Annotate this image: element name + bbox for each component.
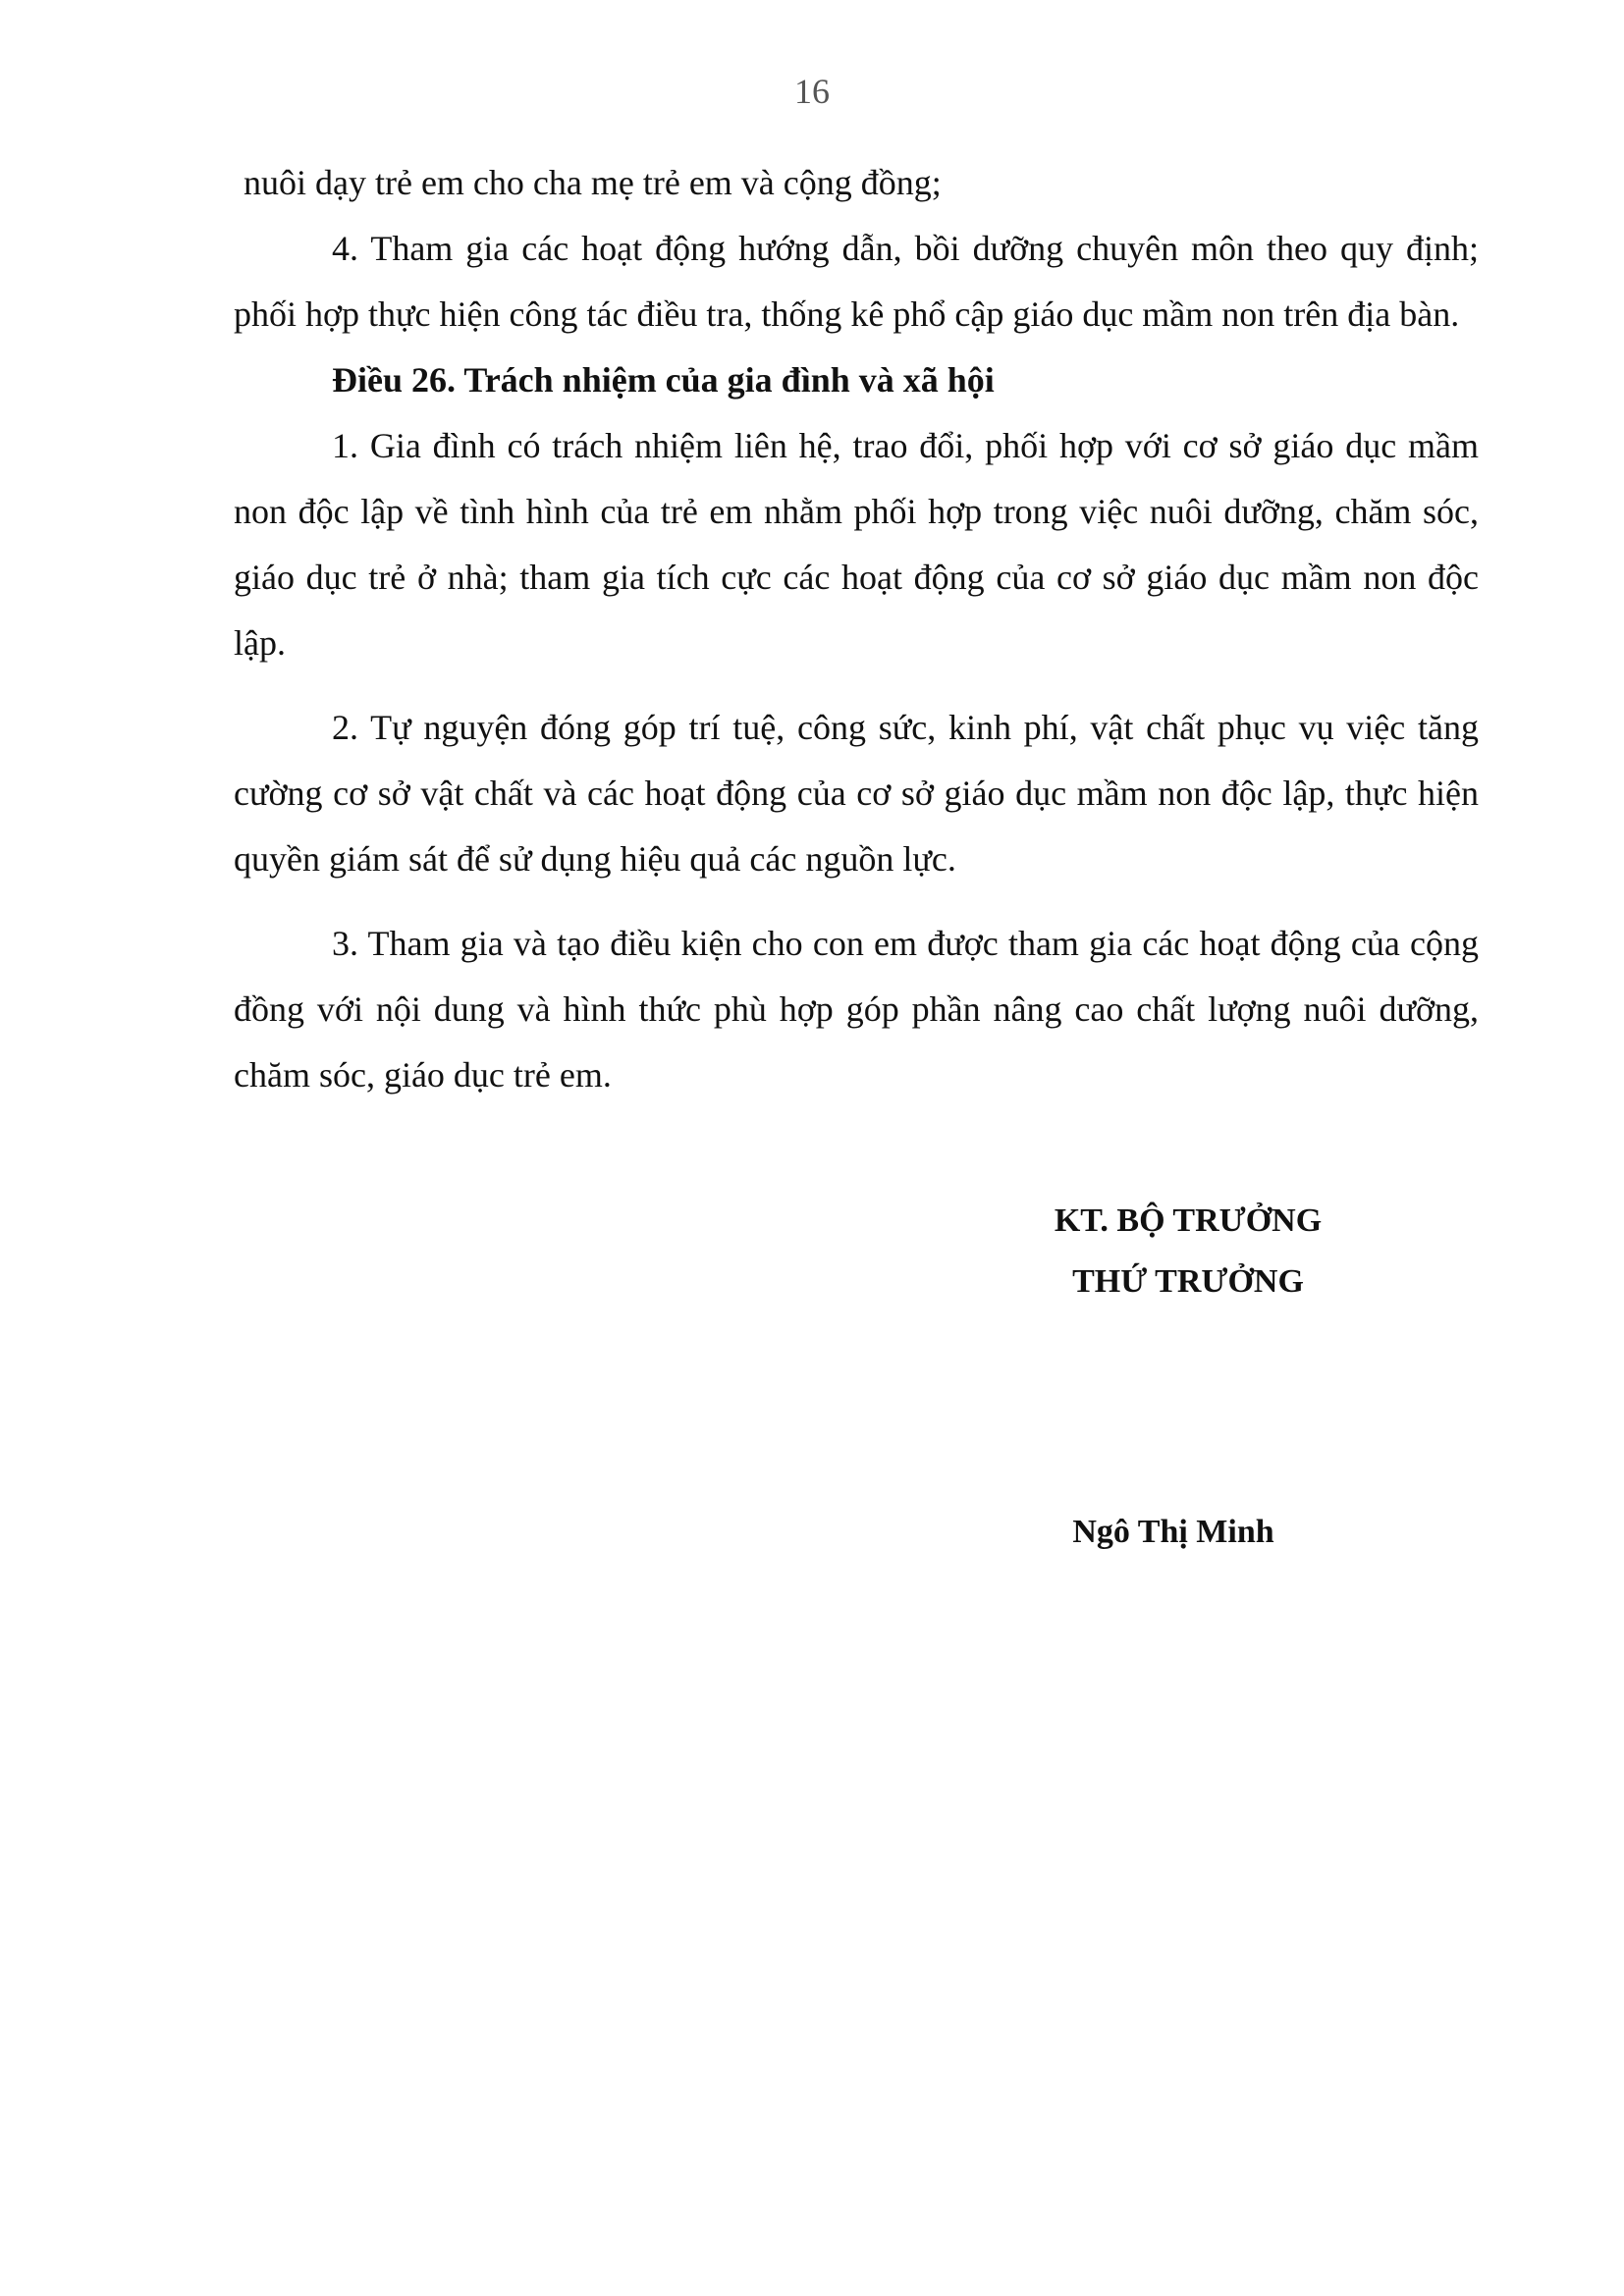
signature-title-line1: KT. BỘ TRƯỞNG	[1054, 1202, 1323, 1239]
signature-block	[982, 1191, 1394, 1312]
page-number: 16	[794, 72, 830, 111]
article-26-heading: Điều 26. Trách nhiệm của gia đình và xã hội	[332, 360, 995, 400]
paragraph-item-2: 2. Tự nguyện đóng góp trí tuệ, công sức, kinh phí, vật chất phục vụ việc tăng cường cơ sở vật chất và các hoạt động của cơ sở giáo dục mầm non độc lập, thực hiện quyền giám sát để sử dụng hiệu quả các nguồn lực.	[234, 708, 1479, 879]
paragraph-item-1: 1. Gia đình có trách nhiệm liên hệ, trao đổi, phối hợp với cơ sở giáo dục mầm non độc lập về tình hình của trẻ em nhằm phối hợp trong việc nuôi dưỡng, chăm sóc, giáo dục trẻ ở nhà; tham gia tích cực các hoạt động của cơ sở giáo dục mầm non độc lập.	[234, 426, 1479, 663]
paragraph-item-3: 3. Tham gia và tạo điều kiện cho con em được tham gia các hoạt động của cộng đồng với nội dung và hình thức phù hợp góp phần nâng cao chất lượng nuôi dưỡng, chăm sóc, giáo dục trẻ em.	[234, 924, 1479, 1095]
signatory-name: Ngô Thị Minh	[1072, 1514, 1274, 1550]
document-body	[234, 150, 1479, 1108]
paragraph-continuation: nuôi dạy trẻ em cho cha mẹ trẻ em và cộng đồng;	[244, 163, 942, 202]
signature-title-line2: THỨ TRƯỞNG	[1072, 1263, 1304, 1300]
paragraph-item-4: 4. Tham gia các hoạt động hướng dẫn, bồi dưỡng chuyên môn theo quy định; phối hợp thực hiện công tác điều tra, thống kê phổ cập giáo dục mầm non trên địa bàn.	[234, 229, 1479, 334]
